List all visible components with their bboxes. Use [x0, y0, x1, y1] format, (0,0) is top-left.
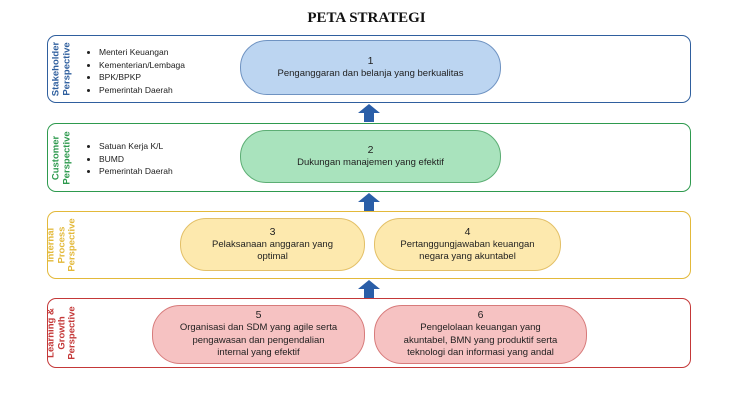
objective-number: 5 — [255, 309, 262, 322]
objective-6-pill — [374, 305, 587, 364]
list-item: • BUMD — [99, 153, 173, 166]
objective-number: 6 — [477, 309, 484, 322]
list-item: • Pemerintah Daerah — [99, 84, 185, 97]
learning-label-text: Learning & Growth Perspective — [45, 306, 78, 360]
objective-4-pill — [374, 218, 561, 271]
objective-2-pill — [240, 130, 501, 183]
objective-number: 3 — [269, 225, 276, 238]
page-title: PETA STRATEGI — [307, 10, 426, 26]
objective-text: Organisasi dan SDM yang agile serta pengawasan dan pengendalian internal yang efektif — [179, 322, 338, 359]
list-item: • BPK/BPKP — [99, 71, 185, 84]
objective-number: 2 — [367, 143, 374, 156]
learning-growth-perspective-label — [45, 299, 78, 367]
up-arrow-icon — [358, 193, 380, 211]
objective-text: Pengelolaan keuangan yang akuntabel, BMN yang produktif serta teknologi dan informasi yang andal — [403, 322, 558, 359]
objective-number: 4 — [464, 225, 471, 238]
objective-text: Penganggaran dan belanja yang berkualitas — [277, 67, 464, 79]
list-item: • Satuan Kerja K/L — [99, 140, 173, 153]
customer-perspective-label — [48, 124, 76, 191]
objective-text: Pelaksanaan anggaran yang optimal — [212, 238, 333, 262]
objective-3-pill — [180, 218, 365, 271]
list-item: • Pemerintah Daerah — [99, 165, 173, 178]
stakeholder-perspective-band — [47, 35, 691, 103]
internal-process-perspective-band — [47, 211, 691, 279]
objective-text: Pertanggungjawaban keuangan negara yang akuntabel — [400, 238, 535, 262]
stakeholder-label-text: Stakeholder Perspective — [50, 41, 72, 97]
stakeholder-perspective-label — [48, 36, 76, 102]
customer-label-text: Customer Perspective — [50, 130, 72, 185]
customer-perspective-band — [47, 123, 691, 192]
list-item: • Kementerian/Lembaga — [99, 59, 185, 72]
up-arrow-icon — [358, 104, 380, 122]
internal-process-perspective-label — [45, 212, 78, 278]
stakeholder-list — [85, 46, 185, 96]
internal-label-text: Internal Process Perspective — [45, 218, 78, 272]
objective-1-pill — [240, 40, 501, 95]
objective-5-pill — [152, 305, 365, 364]
list-item: • Menteri Keuangan — [99, 46, 185, 59]
learning-growth-perspective-band — [47, 298, 691, 368]
objective-number: 1 — [367, 54, 374, 67]
objective-text: Dukungan manajemen yang efektif — [297, 156, 444, 168]
customer-list — [85, 140, 173, 178]
up-arrow-icon — [358, 280, 380, 298]
